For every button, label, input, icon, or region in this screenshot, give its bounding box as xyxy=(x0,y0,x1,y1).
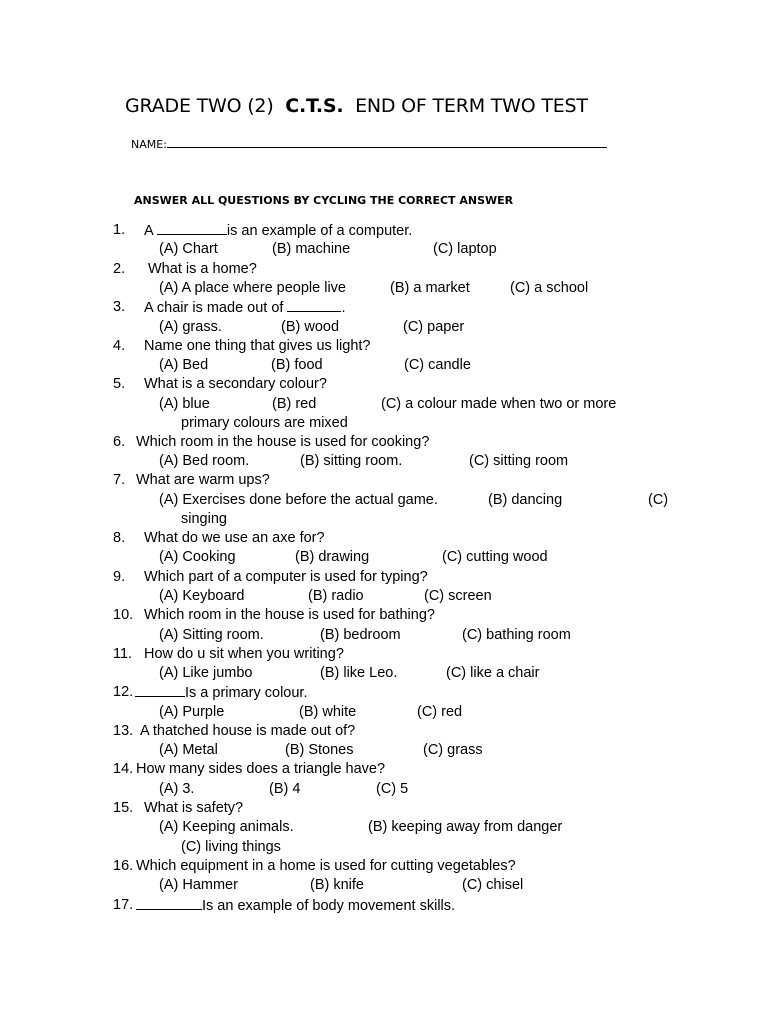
question-stem: Which equipment in a home is used for cutting vegetables? xyxy=(136,858,516,874)
question-number: 10. xyxy=(113,607,134,623)
question-stem: Which part of a computer is used for typing? xyxy=(144,569,428,585)
option-b[interactable]: (B) bedroom xyxy=(320,627,401,643)
option-a[interactable]: (A) Chart xyxy=(159,241,218,257)
option-b[interactable]: (B) a market xyxy=(390,280,470,296)
question-number: 9. xyxy=(113,569,126,585)
option-b[interactable]: (B) sitting room. xyxy=(300,453,403,469)
option-b[interactable]: (B) red xyxy=(272,396,317,412)
question-number: 13. xyxy=(113,723,134,739)
question-stem xyxy=(144,298,346,317)
option-c[interactable]: (C) sitting room xyxy=(469,453,569,469)
option-a[interactable]: (A) Keeping animals. xyxy=(159,819,294,835)
option-a[interactable]: (A) grass. xyxy=(159,319,222,335)
option-b[interactable]: (B) dancing xyxy=(488,492,563,508)
question-number: 6. xyxy=(113,434,126,450)
option-c[interactable]: (C) candle xyxy=(404,357,471,373)
stem-start: A xyxy=(144,223,153,239)
option-c[interactable]: (C) red xyxy=(417,704,463,720)
question-stem: What is safety? xyxy=(144,800,244,816)
question-number: 11. xyxy=(113,646,133,662)
option-a[interactable]: (A) Exercises done before the actual game. xyxy=(159,492,438,508)
option-b[interactable]: (B) radio xyxy=(308,588,364,604)
answer-blank xyxy=(157,221,227,235)
answer-blank xyxy=(287,298,341,312)
question-number: 8. xyxy=(113,530,126,546)
option-b[interactable]: (B) Stones xyxy=(285,742,354,758)
question-stem: How do u sit when you writing? xyxy=(144,646,344,662)
question-number: 12. xyxy=(113,684,134,700)
instructions: ANSWER ALL QUESTIONS BY CYCLING THE CORRECT ANSWER xyxy=(134,194,514,207)
stem-end: . xyxy=(341,300,346,316)
option-a[interactable]: (A) A place where people live xyxy=(159,280,346,296)
option-a[interactable]: (A) blue xyxy=(159,396,210,412)
option-a[interactable]: (A) Purple xyxy=(159,704,225,720)
option-c[interactable]: (C) a colour made when two or more xyxy=(381,396,617,412)
option-a[interactable]: (A) Metal xyxy=(159,742,218,758)
question-stem: What are warm ups? xyxy=(136,472,270,488)
question-stem: Which room in the house is used for cooking? xyxy=(136,434,430,450)
question-stem: What is a secondary colour? xyxy=(144,376,327,392)
option-c[interactable]: (C) living things xyxy=(181,839,281,855)
answer-blank xyxy=(136,896,202,910)
option-b[interactable]: (B) wood xyxy=(281,319,340,335)
option-a[interactable]: (A) Sitting room. xyxy=(159,627,264,643)
question-number: 14. xyxy=(113,761,134,777)
option-a[interactable]: (A) Like jumbo xyxy=(159,665,253,681)
question-stem xyxy=(135,683,308,702)
question-number: 4. xyxy=(113,338,126,354)
name-blank-line[interactable] xyxy=(167,136,607,148)
option-a[interactable]: (A) Cooking xyxy=(159,549,236,565)
option-continuation: primary colours are mixed xyxy=(181,415,348,431)
option-continuation[interactable]: singing xyxy=(181,511,227,527)
stem-text: Is an example of body movement skills. xyxy=(202,898,456,914)
question-stem: A thatched house is made out of? xyxy=(140,723,356,739)
question-number: 2. xyxy=(113,261,126,277)
question-stem: How many sides does a triangle have? xyxy=(136,761,386,777)
stem-text: A chair is made out of xyxy=(144,300,284,316)
question-stem xyxy=(144,221,412,240)
answer-blank xyxy=(135,683,185,697)
option-b[interactable]: (B) food xyxy=(271,357,323,373)
option-c[interactable]: (C) laptop xyxy=(433,241,497,257)
name-label: NAME: xyxy=(131,138,167,151)
page-title xyxy=(125,95,588,117)
question-stem: Name one thing that gives us light? xyxy=(144,338,371,354)
option-b[interactable]: (B) machine xyxy=(272,241,351,257)
option-b[interactable]: (B) 4 xyxy=(269,781,301,797)
option-c[interactable]: (C) 5 xyxy=(376,781,409,797)
option-c[interactable]: (C) chisel xyxy=(462,877,524,893)
question-number: 5. xyxy=(113,376,126,392)
option-c[interactable]: (C) xyxy=(648,492,669,508)
option-b[interactable]: (B) white xyxy=(299,704,357,720)
name-field xyxy=(131,136,607,151)
question-stem: What is a home? xyxy=(148,261,257,277)
title-school: C.T.S. xyxy=(285,95,344,117)
title-prefix: GRADE TWO (2) xyxy=(125,95,274,117)
option-a[interactable]: (A) Bed xyxy=(159,357,209,373)
question-number: 1. xyxy=(113,222,126,238)
option-c[interactable]: (C) cutting wood xyxy=(442,549,548,565)
option-c[interactable]: (C) grass xyxy=(423,742,483,758)
question-stem: What do we use an axe for? xyxy=(144,530,325,546)
title-suffix: END OF TERM TWO TEST xyxy=(355,95,588,117)
question-number: 15. xyxy=(113,800,134,816)
stem-text: Is a primary colour. xyxy=(185,685,308,701)
question-stem xyxy=(136,896,455,915)
option-b[interactable]: (B) knife xyxy=(310,877,364,893)
option-a[interactable]: (A) Hammer xyxy=(159,877,238,893)
option-b[interactable]: (B) drawing xyxy=(295,549,370,565)
option-b[interactable]: (B) keeping away from danger xyxy=(368,819,563,835)
option-b[interactable]: (B) like Leo. xyxy=(320,665,398,681)
question-stem: Which room in the house is used for bathing? xyxy=(144,607,435,623)
question-number: 7. xyxy=(113,472,126,488)
option-a[interactable]: (A) 3. xyxy=(159,781,195,797)
question-number: 3. xyxy=(113,299,126,315)
question-number: 16. xyxy=(113,858,134,874)
option-c[interactable]: (C) paper xyxy=(403,319,465,335)
option-a[interactable]: (A) Keyboard xyxy=(159,588,245,604)
option-c[interactable]: (C) a school xyxy=(510,280,589,296)
stem-end: is an example of a computer. xyxy=(226,223,413,239)
option-c[interactable]: (C) screen xyxy=(424,588,492,604)
option-c[interactable]: (C) like a chair xyxy=(446,665,540,681)
question-number: 17. xyxy=(113,897,134,913)
option-a[interactable]: (A) Bed room. xyxy=(159,453,250,469)
option-c[interactable]: (C) bathing room xyxy=(462,627,571,643)
